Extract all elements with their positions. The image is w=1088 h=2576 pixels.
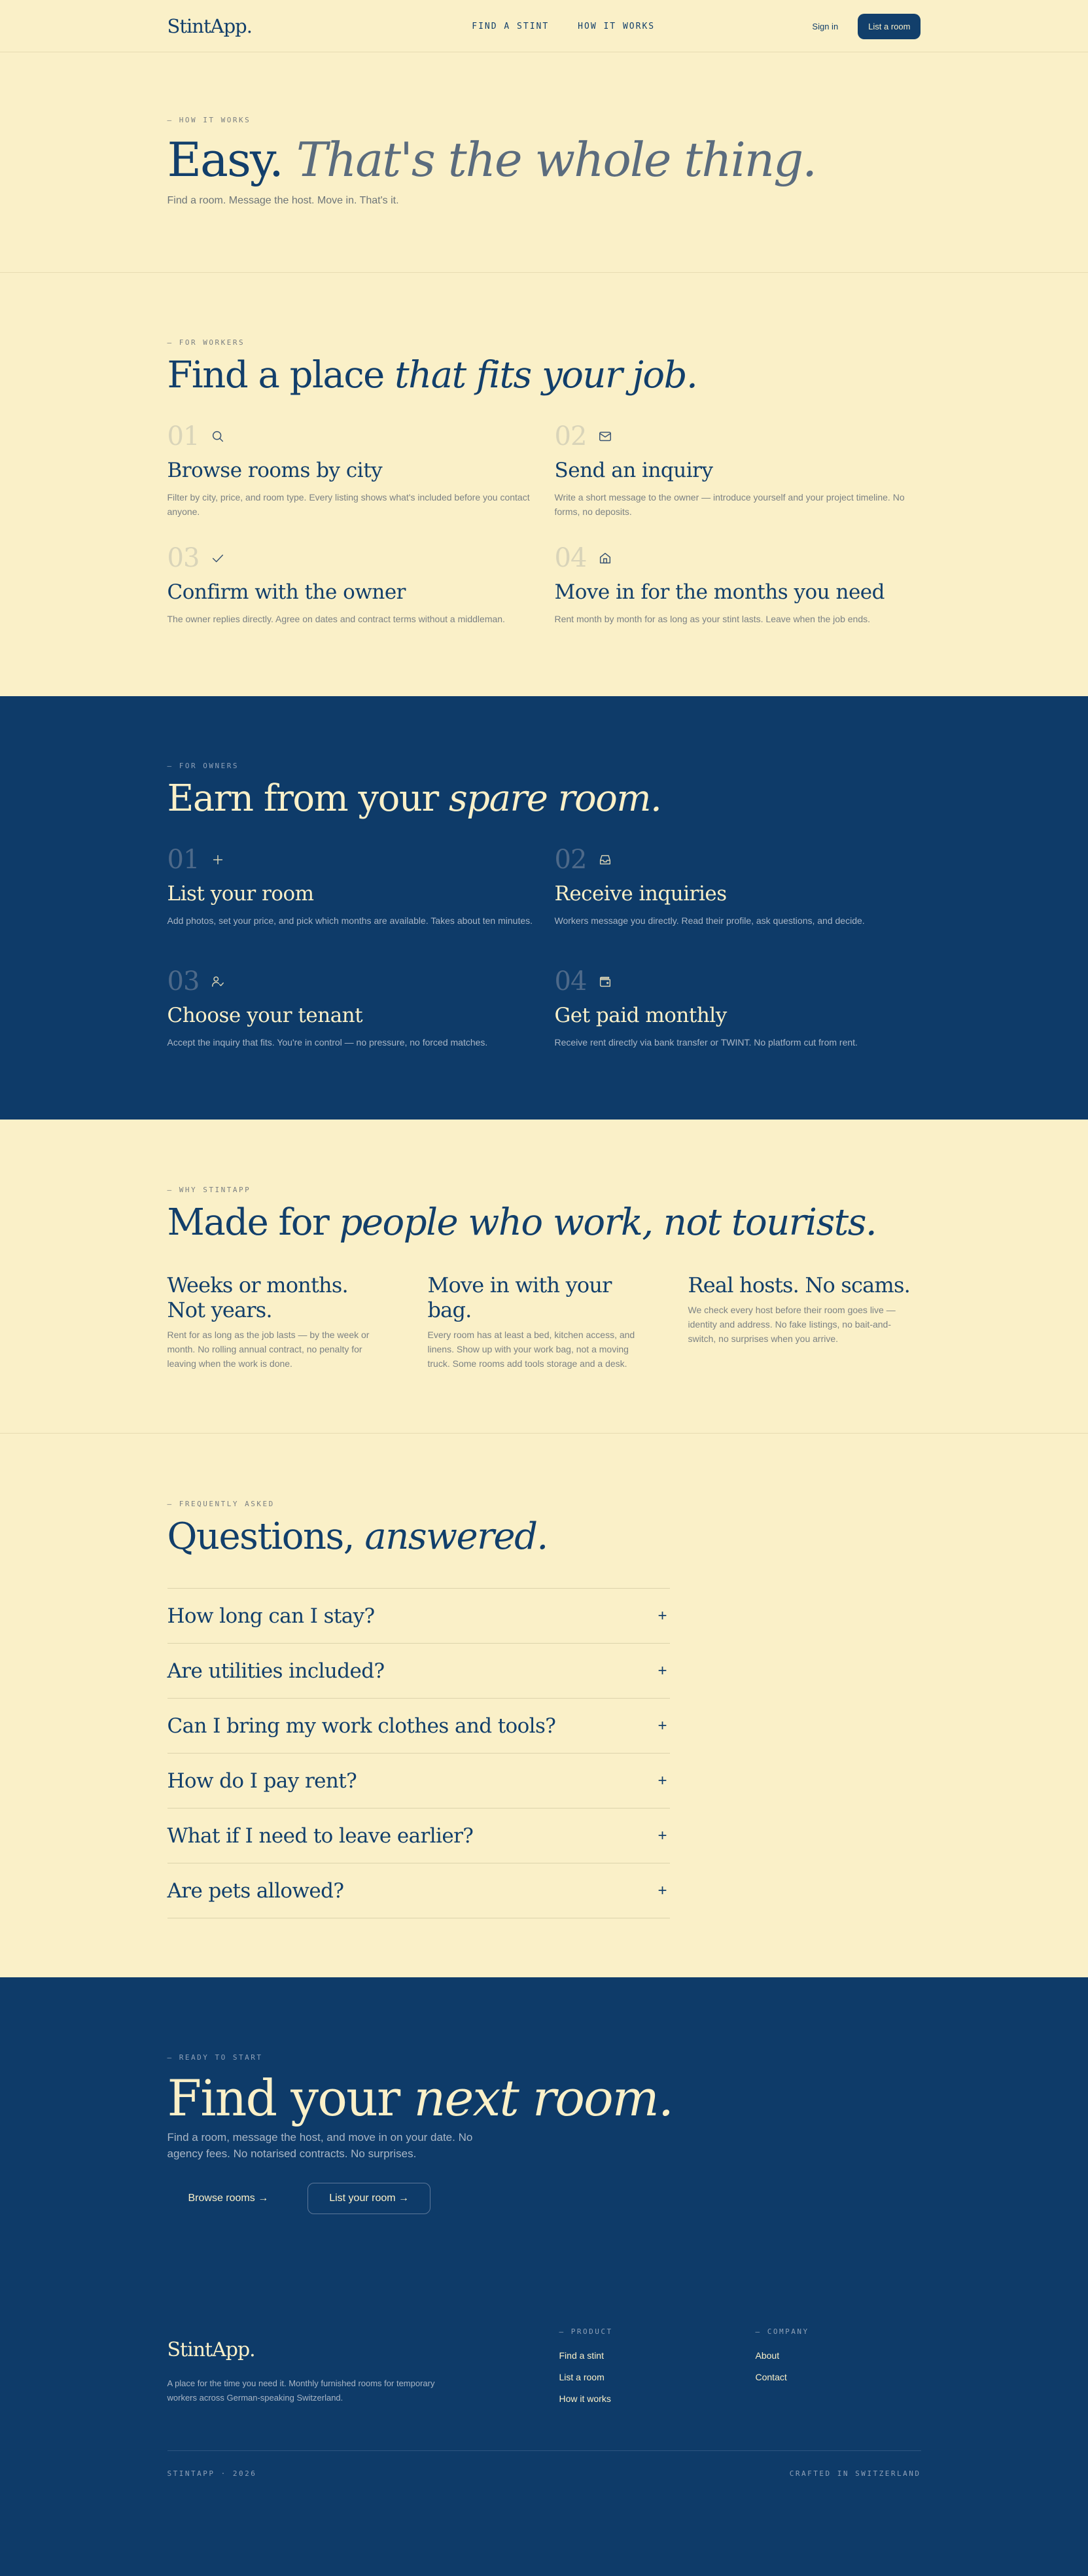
why-section xyxy=(0,1120,1088,1434)
wallet-icon xyxy=(598,974,612,989)
search-icon xyxy=(211,429,225,444)
owner-step-2 xyxy=(555,845,921,928)
footer-link-about[interactable]: About xyxy=(755,2350,780,2361)
step-title: Move in for the months you need xyxy=(554,580,885,604)
worker-step-3 xyxy=(167,544,534,626)
faq-list xyxy=(167,1588,670,1918)
step-text: Accept the inquiry that fits. You're in control — no pressure, no forced matches. xyxy=(167,1037,488,1048)
cta-footer-section xyxy=(0,1977,1088,2576)
footer-product-heading: — PRODUCT xyxy=(559,2327,613,2336)
top-nav xyxy=(0,0,1088,52)
step-number: 04 xyxy=(554,966,587,997)
expand-icon[interactable]: + xyxy=(658,1881,667,1899)
inbox-icon xyxy=(598,853,612,867)
hero-subtitle: Find a room. Message the host. Move in. That's it. xyxy=(167,195,399,206)
expand-icon[interactable]: + xyxy=(658,1661,667,1680)
step-text: Workers message you directly. Read their profile, ask questions, and decide. xyxy=(554,915,865,926)
faq-item[interactable] xyxy=(167,1699,670,1754)
step-text: Add photos, set your price, and pick which months are available. Takes about ten minutes. xyxy=(167,915,533,926)
why-item-text: Every room has at least a bed, kitchen access, and linens. Show up with your work bag, not a moving truck. Some rooms add tools storage and a desk. xyxy=(427,1330,635,1369)
mail-icon xyxy=(598,429,612,444)
why-item-2 xyxy=(428,1273,650,1371)
why-item-title: Real hosts. No scams. xyxy=(688,1273,910,1297)
owner-step-1 xyxy=(167,845,534,928)
step-title: List your room xyxy=(167,882,314,906)
step-text: Rent month by month for as long as your stint lasts. Leave when the job ends. xyxy=(554,614,870,624)
owners-eyebrow: — FOR OWNERS xyxy=(167,762,239,770)
workers-title-italic: that fits your job. xyxy=(395,354,697,397)
why-title xyxy=(167,1201,877,1244)
cta-eyebrow: — READY TO START xyxy=(167,2053,263,2062)
footer-product-column xyxy=(559,2327,613,2410)
hero-title-italic: That's the whole thing. xyxy=(296,132,816,187)
nav-link-find-a-stint[interactable]: FIND A STINT xyxy=(472,21,550,31)
faq-item[interactable] xyxy=(167,1754,670,1808)
step-number: 01 xyxy=(167,845,200,875)
why-item-title: Move in with your bag. xyxy=(427,1273,612,1322)
faq-question: How long can I stay? xyxy=(167,1604,375,1628)
faq-section xyxy=(0,1434,1088,1977)
why-item-text: Rent for as long as the job lasts — by the week or month. No rolling annual contract, no penalty for leaving when the work is done. xyxy=(167,1330,370,1369)
hero-eyebrow: — HOW IT WORKS xyxy=(167,116,251,124)
owners-section xyxy=(0,696,1088,1120)
home-icon xyxy=(598,551,612,565)
step-number: 03 xyxy=(167,543,200,573)
footer-logo[interactable]: StintApp. xyxy=(167,2338,255,2361)
footer-link-how-it-works[interactable]: How it works xyxy=(559,2393,611,2404)
user-check-icon xyxy=(211,974,225,989)
footer-crafted: CRAFTED IN SWITZERLAND xyxy=(789,2469,921,2478)
footer-description: A place for the time you need it. Monthly furnished rooms for temporary workers across German-speaking Switzerland. xyxy=(167,2378,435,2403)
footer-company-column xyxy=(756,2327,809,2388)
expand-icon[interactable]: + xyxy=(658,1606,667,1625)
worker-step-1 xyxy=(167,422,534,519)
nav-link-how-it-works[interactable]: HOW IT WORKS xyxy=(578,21,656,31)
faq-question: How do I pay rent? xyxy=(167,1769,357,1793)
footer-company-heading: — COMPANY xyxy=(755,2327,809,2336)
why-item-title: Weeks or months. Not years. xyxy=(167,1273,348,1322)
logo[interactable]: StintApp. xyxy=(167,15,252,37)
footer-link-list-a-room[interactable]: List a room xyxy=(559,2372,605,2382)
step-text: Filter by city, price, and room type. Every listing shows what's included before you contact anyone. xyxy=(167,492,530,517)
faq-question: Can I bring my work clothes and tools? xyxy=(167,1714,556,1738)
expand-icon[interactable]: + xyxy=(658,1826,667,1844)
worker-step-2 xyxy=(555,422,921,519)
step-title: Confirm with the owner xyxy=(167,580,406,604)
step-title: Choose your tenant xyxy=(167,1004,363,1027)
sign-in-link[interactable]: Sign in xyxy=(812,21,839,31)
owners-title-italic: spare room. xyxy=(449,777,661,820)
step-number: 03 xyxy=(167,966,200,997)
hero-title-plain: Easy. xyxy=(167,132,296,187)
why-item-3 xyxy=(688,1273,911,1346)
cta-title-plain: Find your xyxy=(167,2069,414,2127)
faq-question: Are utilities included? xyxy=(167,1659,385,1683)
step-number: 02 xyxy=(554,421,587,451)
step-number: 04 xyxy=(554,543,587,573)
list-a-room-button[interactable]: List a room xyxy=(858,14,921,39)
faq-title-italic: answered. xyxy=(364,1515,548,1558)
step-number: 02 xyxy=(554,845,587,875)
faq-eyebrow: — FREQUENTLY ASKED xyxy=(167,1500,275,1508)
step-text: The owner replies directly. Agree on dates and contract terms without a middleman. xyxy=(167,614,505,624)
expand-icon[interactable]: + xyxy=(658,1771,667,1790)
faq-item[interactable] xyxy=(167,1863,670,1918)
faq-title-plain: Questions, xyxy=(167,1515,365,1558)
nav-links xyxy=(472,22,655,31)
faq-question: Are pets allowed? xyxy=(167,1879,344,1903)
step-title: Receive inquiries xyxy=(554,882,727,906)
faq-question: What if I need to leave earlier? xyxy=(167,1824,474,1848)
faq-item[interactable] xyxy=(167,1808,670,1863)
nav-actions xyxy=(812,14,921,39)
why-title-plain: Made for xyxy=(167,1201,340,1244)
expand-icon[interactable]: + xyxy=(658,1716,667,1735)
step-text: Receive rent directly via bank transfer or TWINT. No platform cut from rent. xyxy=(554,1037,858,1048)
cta-title-italic: next room. xyxy=(413,2069,673,2127)
cta-title xyxy=(167,2069,673,2127)
why-title-italic: people who work, not tourists. xyxy=(339,1201,877,1244)
workers-eyebrow: — FOR WORKERS xyxy=(167,338,245,347)
hero-section xyxy=(0,52,1088,273)
cta-buttons xyxy=(167,2183,431,2214)
plus-icon xyxy=(211,853,225,867)
list-your-room-button[interactable]: List your room → xyxy=(307,2183,430,2214)
step-text: Write a short message to the owner — introduce yourself and your project timeline. No forms, no deposits. xyxy=(554,492,905,517)
why-eyebrow: — WHY STINTAPP xyxy=(167,1186,251,1194)
owner-step-3 xyxy=(167,967,534,1050)
hero-title xyxy=(167,132,816,187)
step-title: Send an inquiry xyxy=(554,459,713,482)
owners-title-plain: Earn from your xyxy=(167,777,449,820)
why-item-1 xyxy=(167,1273,390,1371)
browse-rooms-button[interactable]: Browse rooms → xyxy=(188,2193,269,2204)
footer-copyright: STINTAPP · 2026 xyxy=(167,2469,257,2478)
owners-title xyxy=(167,777,661,820)
why-item-text: We check every host before their room goes live — identity and address. No fake listings, no bait-and-switch, no surprises when you arrive. xyxy=(688,1305,896,1344)
faq-title xyxy=(167,1515,548,1558)
footer-link-find-a-stint[interactable]: Find a stint xyxy=(559,2350,604,2361)
faq-item[interactable] xyxy=(167,1644,670,1699)
check-icon xyxy=(211,551,225,565)
cta-subtitle: Find a room, message the host, and move in on your date. No agency fees. No notarised contracts. No surprises. xyxy=(167,2131,473,2160)
workers-title xyxy=(167,354,697,397)
workers-title-plain: Find a place xyxy=(167,354,395,397)
footer-link-contact[interactable]: Contact xyxy=(755,2372,787,2382)
workers-section xyxy=(0,273,1088,696)
faq-item[interactable] xyxy=(167,1589,670,1644)
step-title: Get paid monthly xyxy=(554,1004,727,1027)
owner-step-4 xyxy=(555,967,921,1050)
step-title: Browse rooms by city xyxy=(167,459,383,482)
footer-divider xyxy=(167,2450,921,2451)
step-number: 01 xyxy=(167,421,200,451)
worker-step-4 xyxy=(555,544,921,626)
